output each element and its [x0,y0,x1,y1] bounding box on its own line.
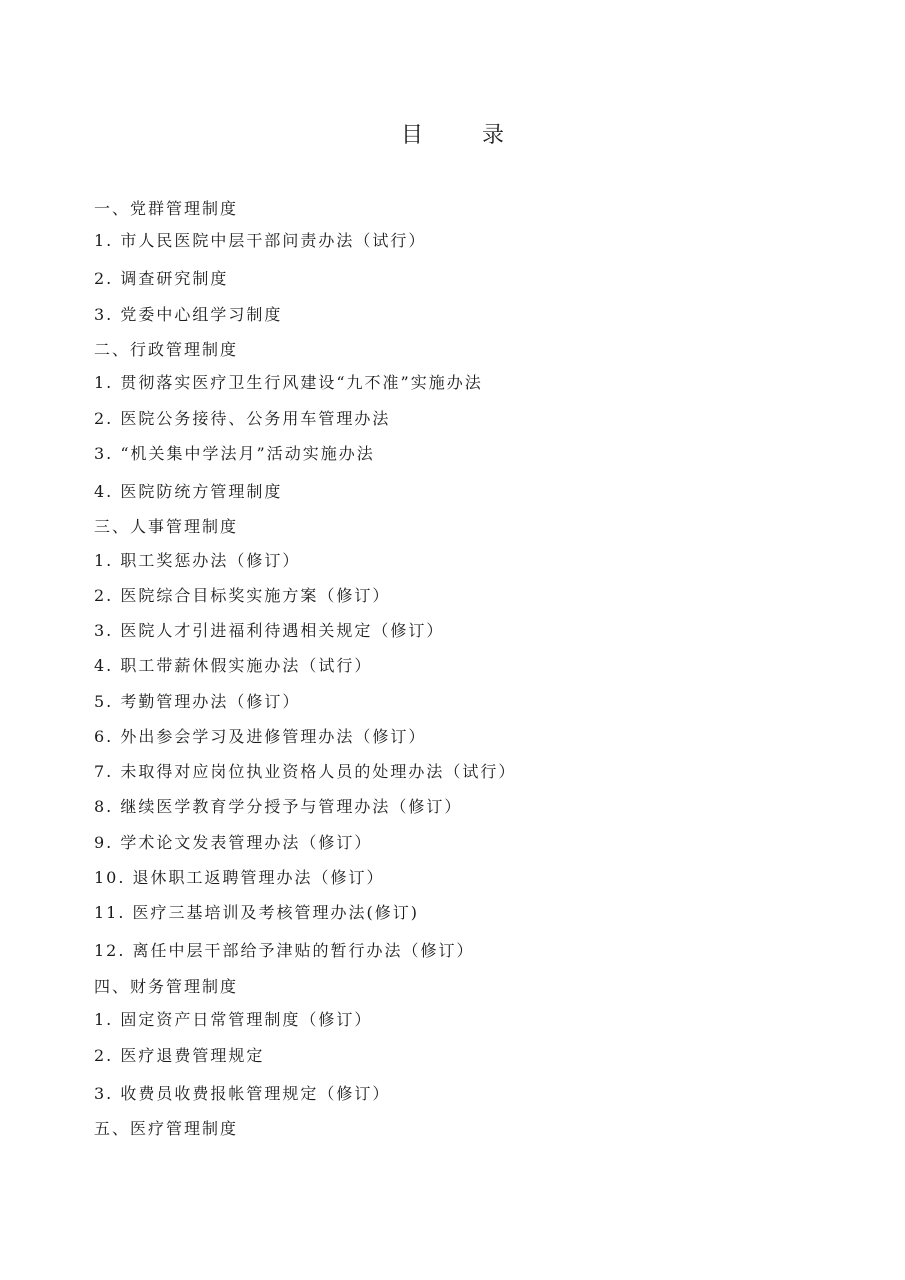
toc-section-heading: 一、党群管理制度 [94,199,239,218]
table-of-contents [94,198,854,1140]
toc-entry: 1. 贯彻落实医疗卫生行风建设“九不准”实施办法 [94,373,483,392]
toc-entry: 4. 医院防统方管理制度 [94,482,283,501]
toc-section-heading: 三、人事管理制度 [94,517,239,536]
toc-entry: 2. 调查研究制度 [94,269,229,288]
toc-entry: 3. 党委中心组学习制度 [94,305,283,324]
toc-section-heading: 五、医疗管理制度 [94,1119,239,1138]
toc-entry: 1. 固定资产日常管理制度（修订） [94,1010,373,1029]
toc-entry: 1. 职工奖惩办法（修订） [94,551,301,570]
toc-entry: 6. 外出参会学习及进修管理办法（修订） [94,727,427,746]
toc-section-heading: 四、财务管理制度 [94,977,239,996]
page-title: 目 录 [401,123,530,148]
toc-entry: 7. 未取得对应岗位执业资格人员的处理办法（试行） [94,762,517,781]
toc-entry: 9. 学术论文发表管理办法（修订） [94,833,373,852]
toc-entry: 10. 退休职工返聘管理办法（修订） [94,868,385,887]
toc-entry: 3. 收费员收费报帐管理规定（修订） [94,1084,391,1103]
toc-entry: 12. 离任中层干部给予津贴的暂行办法（修订） [94,941,475,960]
toc-entry: 1. 市人民医院中层干部问责办法（试行） [94,231,427,250]
toc-section-heading: 二、行政管理制度 [94,340,239,359]
toc-entry: 4. 职工带薪休假实施办法（试行） [94,656,373,675]
toc-entry: 3. 医院人才引进福利待遇相关规定（修订） [94,621,445,640]
toc-entry: 2. 医疗退费管理规定 [94,1046,265,1065]
toc-entry: 2. 医院公务接待、公务用车管理办法 [94,409,391,428]
toc-entry: 11. 医疗三基培训及考核管理办法(修订) [94,903,420,922]
toc-entry: 2. 医院综合目标奖实施方案（修订） [94,586,391,605]
toc-entry: 3. “机关集中学法月”活动实施办法 [94,444,375,463]
toc-entry: 5. 考勤管理办法（修订） [94,692,301,711]
toc-entry: 8. 继续医学教育学分授予与管理办法（修订） [94,797,463,816]
